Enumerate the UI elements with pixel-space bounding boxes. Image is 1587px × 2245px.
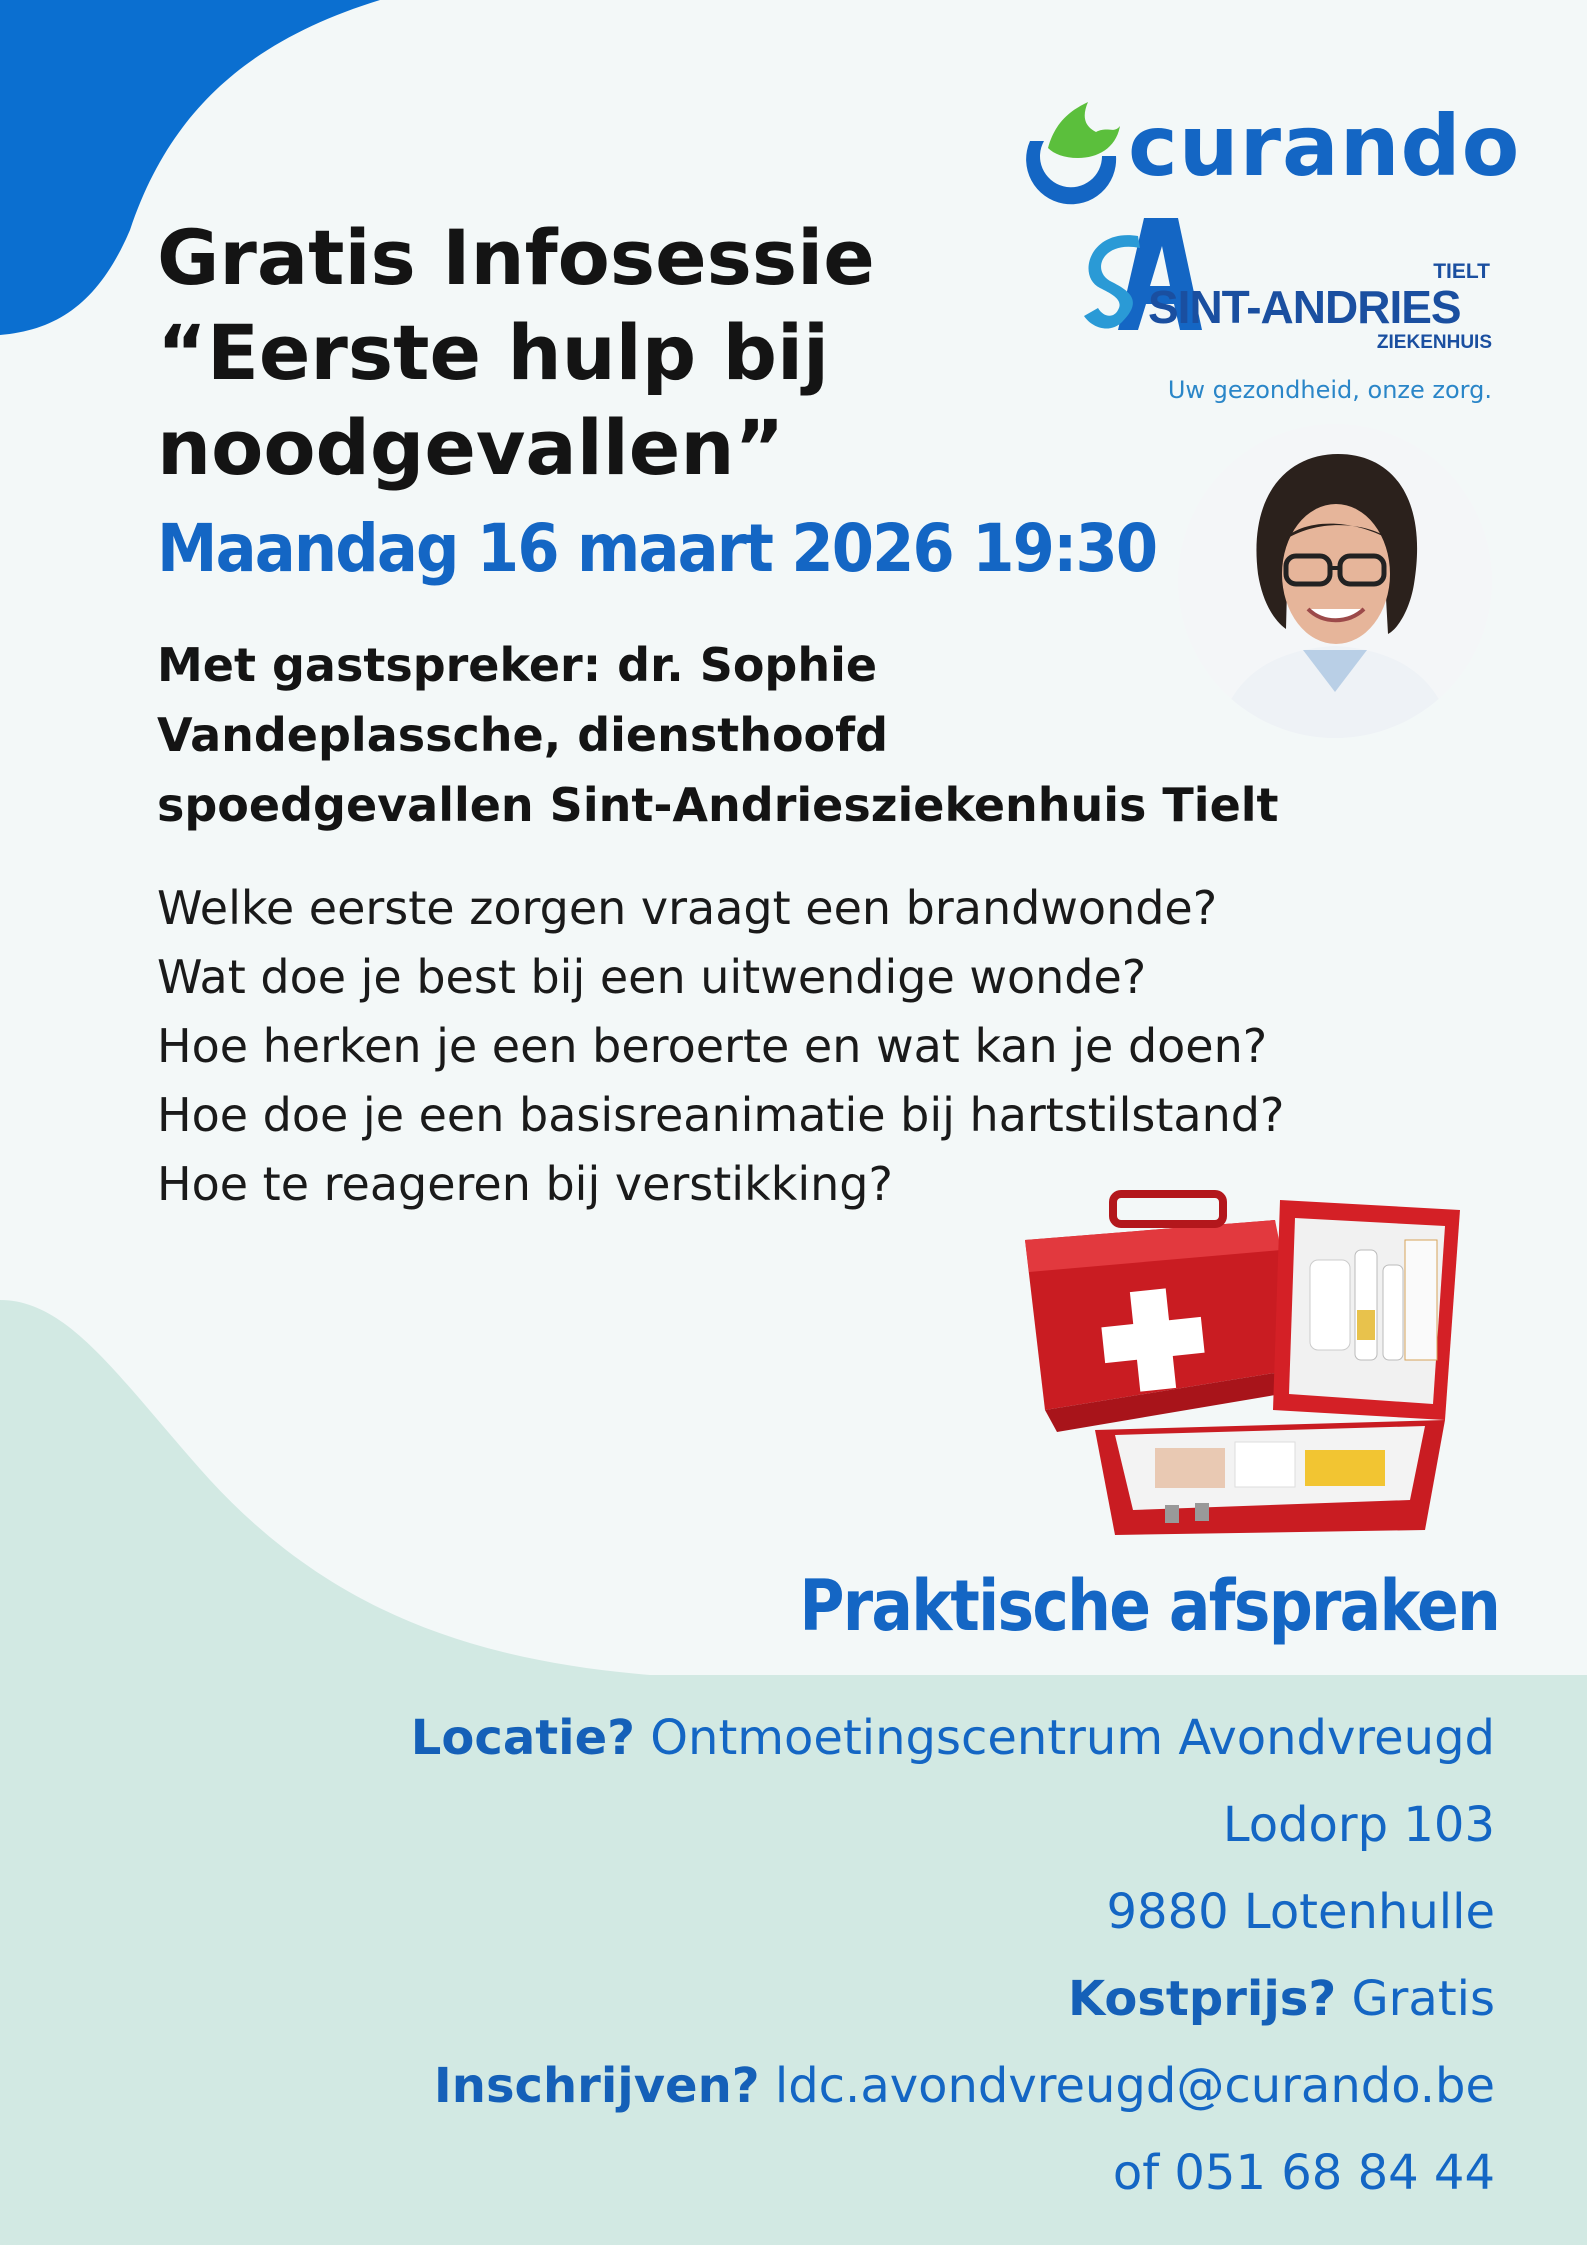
question-item: Welke eerste zorgen vraagt een brandwonde?: [157, 881, 1218, 935]
title-line: Gratis Infosessie: [157, 213, 875, 302]
speaker-line: Met gastspreker: dr. Sophie: [157, 638, 878, 692]
question-item: Hoe te reageren bij verstikking?: [157, 1157, 893, 1211]
city-row: 9880 Lotenhulle: [1106, 1884, 1495, 1940]
first-aid-kit-image: [1005, 1180, 1475, 1540]
location-label: Locatie?: [410, 1710, 635, 1766]
speaker-line: Vandeplassche, diensthoofd: [157, 708, 889, 762]
question-item: Hoe doe je een basisreanimatie bij hartstilstand?: [157, 1088, 1285, 1142]
hospital-subtitle: ZIEKENHUIS: [1376, 332, 1492, 353]
phone-row[interactable]: of 051 68 84 44: [1112, 2145, 1495, 2201]
curando-logo: [1018, 96, 1521, 206]
location-value: Ontmoetingscentrum Avondvreugd: [650, 1710, 1495, 1766]
practical-info: [95, 1695, 1495, 2217]
question-item: Wat doe je best bij een uitwendige wonde?: [157, 950, 1147, 1004]
register-row: [95, 2043, 1495, 2130]
location-row: [95, 1695, 1495, 1782]
register-email[interactable]: ldc.avondvreugd@curando.be: [774, 2058, 1495, 2114]
curando-wordmark: curando: [1128, 97, 1521, 195]
title-line: noodgevallen”: [157, 403, 785, 492]
curando-dove-icon: [1018, 96, 1128, 206]
question-list: [157, 874, 1284, 1219]
event-date: Maandag 16 maart 2026 19:30: [157, 510, 1157, 587]
hospital-city: TIELT: [1433, 260, 1490, 283]
hospital-tagline: Uw gezondheid, onze zorg.: [1167, 376, 1492, 404]
portrait-image: [1178, 424, 1492, 738]
page-title: [157, 210, 1157, 495]
street-row: Lodorp 103: [1222, 1797, 1495, 1853]
question-item: Hoe herken je een beroerte en wat kan je doen?: [157, 1019, 1268, 1073]
practical-heading: Praktische afspraken: [799, 1565, 1499, 1647]
speaker-line: spoedgevallen Sint-Andriesziekenhuis Tielt: [157, 778, 1279, 832]
speaker-portrait: [1178, 424, 1492, 738]
title-line: “Eerste hulp bij: [157, 308, 830, 397]
cost-value: Gratis: [1351, 1971, 1495, 2027]
cost-label: Kostprijs?: [1068, 1971, 1337, 2027]
hospital-name: SINT-ANDRIES: [1148, 281, 1461, 333]
register-label: Inschrijven?: [433, 2058, 760, 2114]
cost-row: [95, 1956, 1495, 2043]
